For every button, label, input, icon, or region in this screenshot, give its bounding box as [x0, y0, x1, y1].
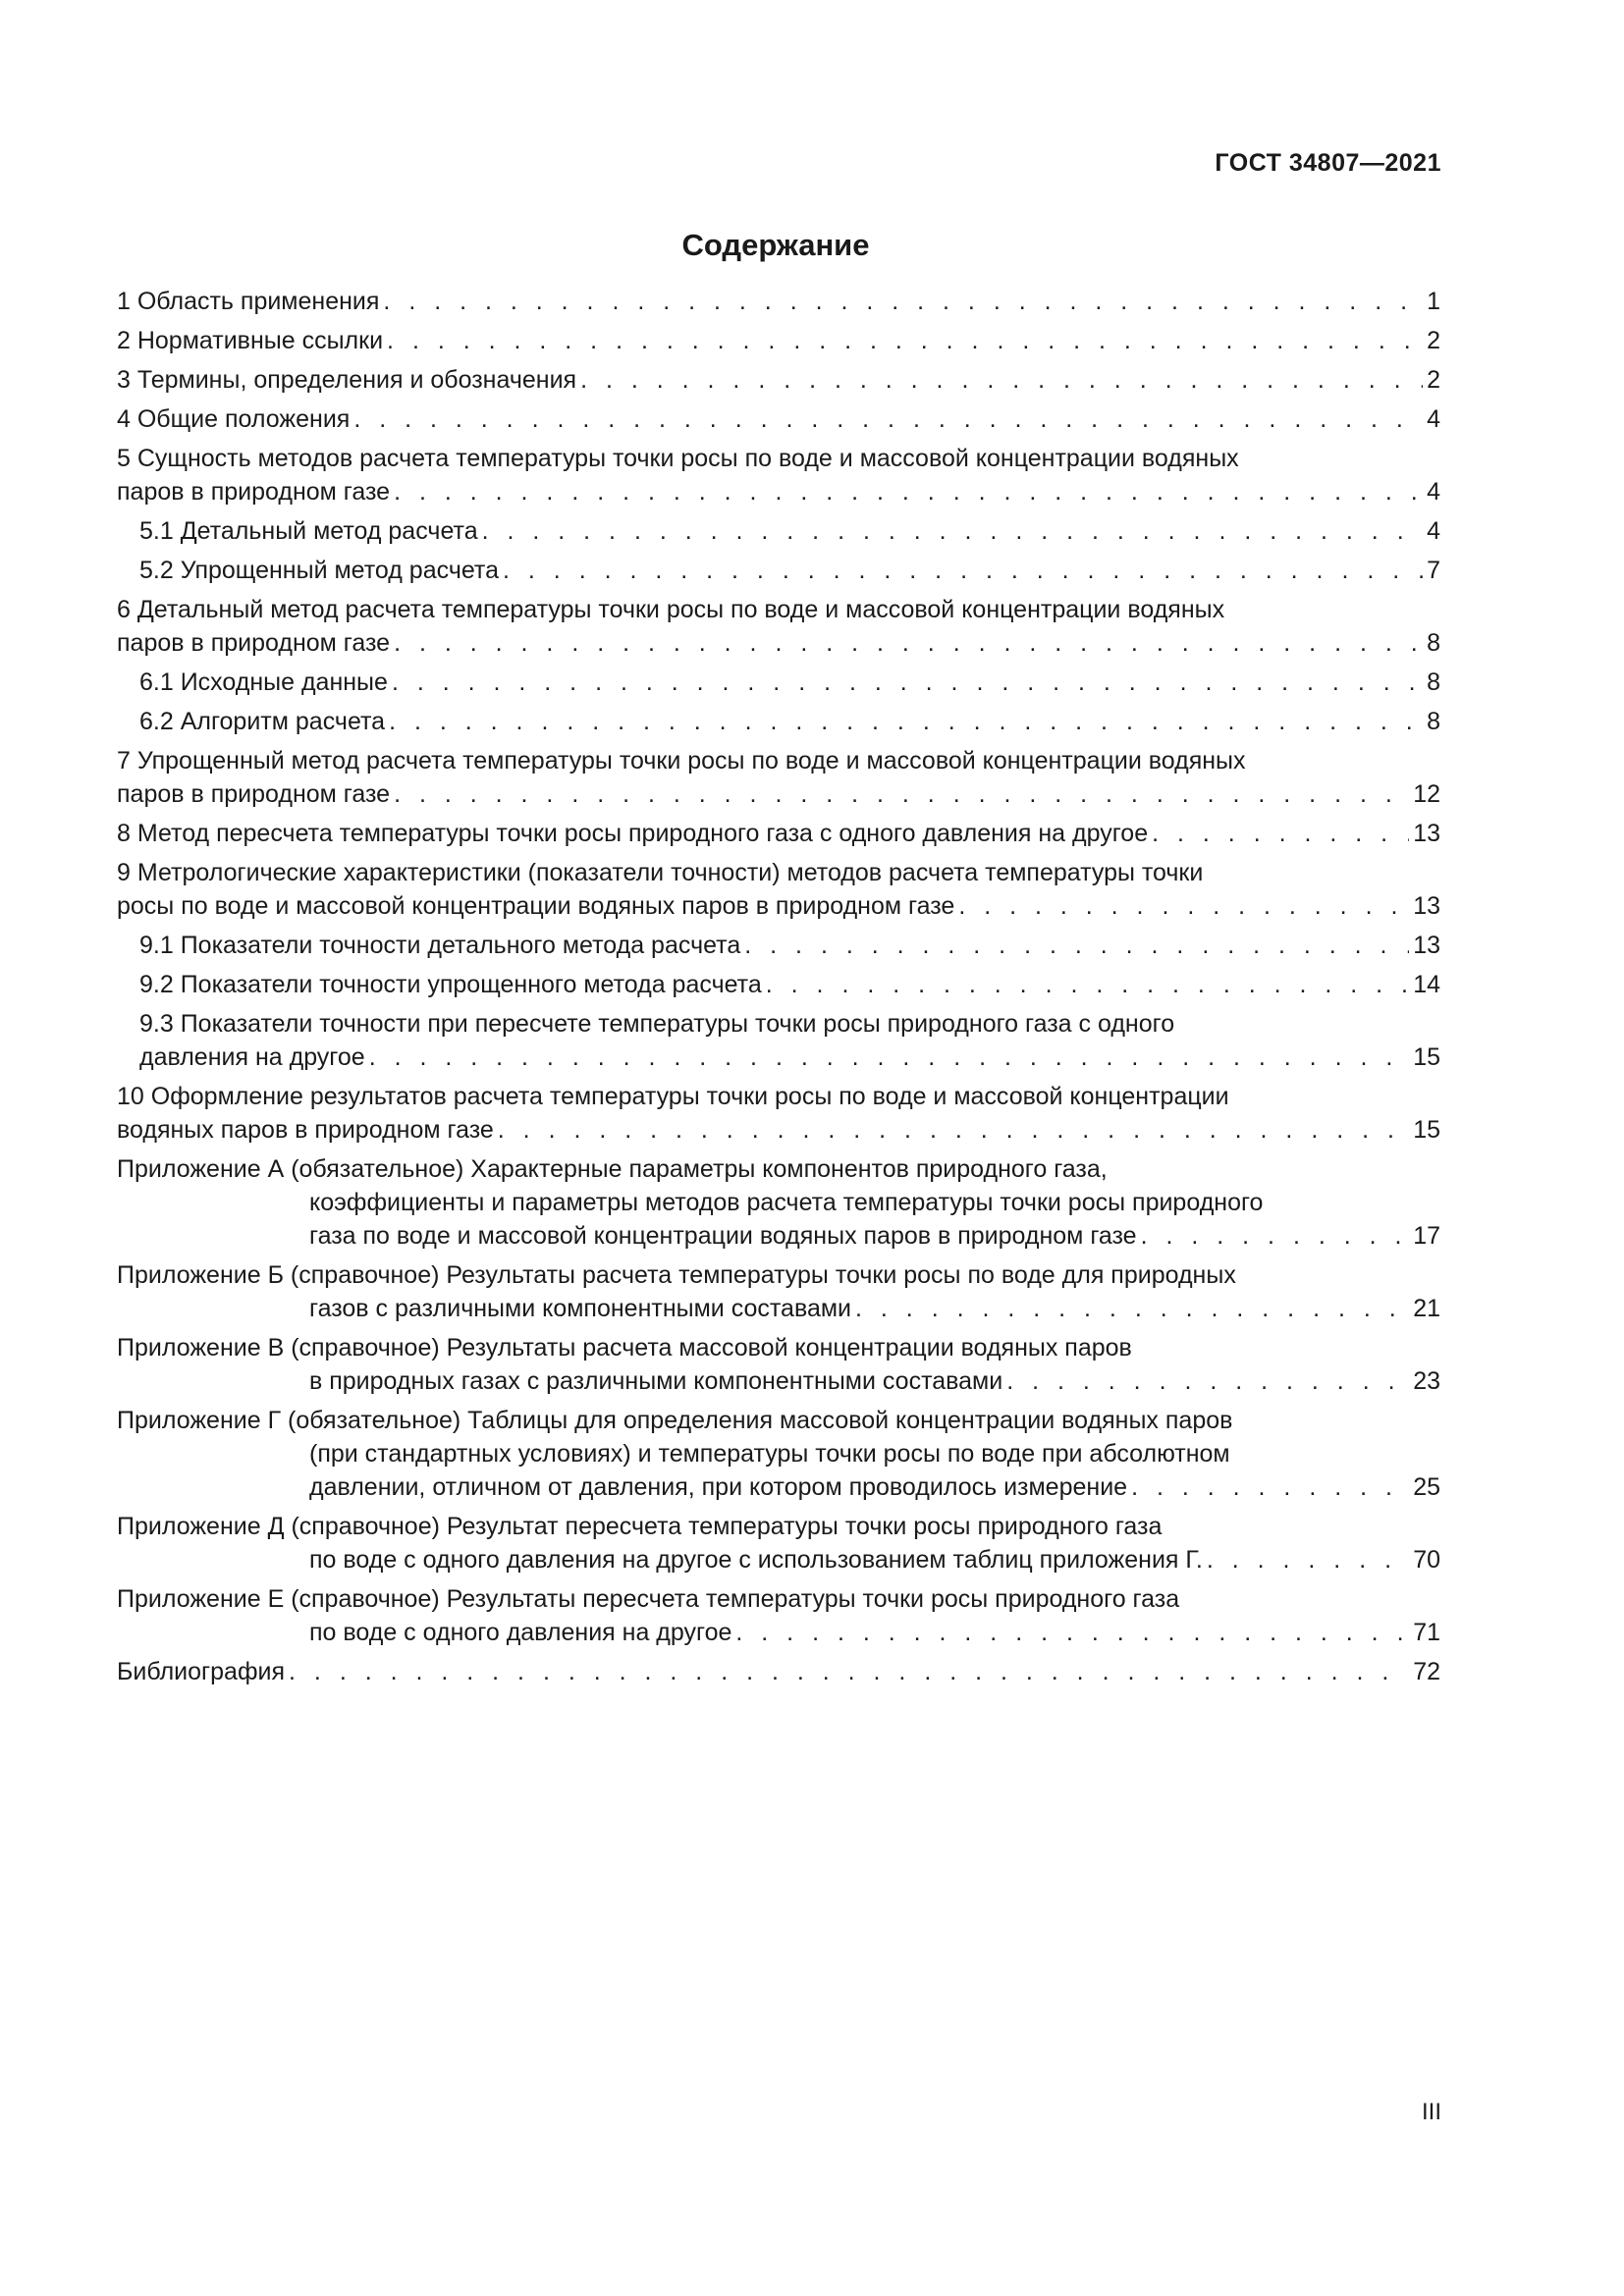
- toc-entry-text: росы по воде и массовой концентрации водяных паров в природном газе: [117, 892, 955, 920]
- toc-entry-text: Приложение А (обязательное) Характерные параметры компонентов природного газа,: [117, 1155, 1108, 1183]
- table-of-contents: [117, 285, 1440, 1694]
- dot-leader: [580, 363, 1423, 397]
- toc-entry[interactable]: [117, 402, 1440, 436]
- toc-entry[interactable]: [117, 1258, 1440, 1325]
- toc-entry[interactable]: [117, 514, 1440, 548]
- dot-leader: [498, 1113, 1409, 1147]
- toc-entry-text: 2 Нормативные ссылки: [117, 327, 384, 354]
- dot-leader: [744, 929, 1409, 962]
- toc-entry-text: коэффициенты и параметры методов расчета температуры точки росы природного: [309, 1189, 1264, 1216]
- toc-entry-text: 9 Метрологические характеристики (показатели точности) методов расчета температуры точки: [117, 859, 1204, 886]
- dot-leader: [394, 777, 1409, 811]
- dot-leader: [387, 324, 1423, 357]
- toc-page-number: 14: [1413, 971, 1440, 998]
- toc-page-number: 4: [1427, 405, 1440, 433]
- dot-leader: [353, 402, 1423, 436]
- toc-entry-text: паров в природном газе: [117, 780, 391, 808]
- toc-entry-text: Приложение Б (справочное) Результаты расчета температуры точки росы по воде для природных: [117, 1261, 1236, 1289]
- toc-page-number: 72: [1413, 1658, 1440, 1685]
- toc-entry[interactable]: [117, 554, 1440, 587]
- toc-entry-text: Приложение Е (справочное) Результаты пересчета температуры точки росы природного газа: [117, 1585, 1180, 1613]
- toc-entry-text: 4 Общие положения: [117, 405, 351, 433]
- toc-entry[interactable]: [117, 856, 1440, 923]
- toc-page-number: 71: [1413, 1619, 1440, 1646]
- toc-page-number: 15: [1413, 1116, 1440, 1144]
- toc-page-number: 13: [1413, 820, 1440, 847]
- toc-entry-text: 1 Область применения: [117, 288, 380, 315]
- toc-entry-text: 8 Метод пересчета температуры точки росы природного газа с одного давления на другое: [117, 820, 1149, 847]
- toc-entry[interactable]: [117, 363, 1440, 397]
- toc-page-number: 13: [1413, 932, 1440, 959]
- toc-entry[interactable]: [117, 285, 1440, 318]
- toc-entry[interactable]: [117, 1404, 1440, 1504]
- toc-page-number: 2: [1427, 327, 1440, 354]
- toc-page-number: 2: [1427, 366, 1440, 394]
- dot-leader: [1131, 1470, 1409, 1504]
- toc-page-number: 7: [1427, 557, 1440, 584]
- dot-leader: [855, 1292, 1409, 1325]
- toc-entry-text: Приложение В (справочное) Результаты расчета массовой концентрации водяных паров: [117, 1334, 1132, 1362]
- dot-leader: [392, 666, 1423, 699]
- toc-page-number: 4: [1427, 517, 1440, 545]
- toc-entry-text: 9.1 Показатели точности детального метода расчета: [139, 932, 741, 959]
- toc-entry-text: Библиография: [117, 1658, 286, 1685]
- toc-entry-text: (при стандартных условиях) и температуры точки росы по воде при абсолютном: [309, 1440, 1230, 1468]
- toc-page-number: 1: [1427, 288, 1440, 315]
- toc-entry-text: 6.2 Алгоритм расчета: [139, 708, 386, 735]
- toc-entry[interactable]: [117, 666, 1440, 699]
- dot-leader: [1207, 1543, 1409, 1576]
- toc-entry-text: 7 Упрощенный метод расчета температуры точки росы по воде и массовой концентрации водяных: [117, 747, 1246, 774]
- toc-entry-text: 10 Оформление результатов расчета температуры точки росы по воде и массовой концентрации: [117, 1083, 1229, 1110]
- toc-entry-text: паров в природном газе: [117, 478, 391, 506]
- toc-entry-text: газов с различными компонентными составами: [309, 1295, 852, 1322]
- dot-leader: [766, 968, 1409, 1001]
- toc-entry-text: 3 Термины, определения и обозначения: [117, 366, 577, 394]
- toc-page-number: 8: [1427, 708, 1440, 735]
- toc-entry[interactable]: [117, 1582, 1440, 1649]
- dot-leader: [383, 285, 1423, 318]
- dot-leader: [1141, 1219, 1410, 1253]
- toc-page-number: 8: [1427, 629, 1440, 657]
- dot-leader: [389, 705, 1423, 738]
- toc-entry-text: 5.2 Упрощенный метод расчета: [139, 557, 500, 584]
- toc-page-number: 17: [1413, 1222, 1440, 1250]
- toc-entry[interactable]: [117, 1655, 1440, 1688]
- standard-number: ГОСТ 34807—2021: [1215, 149, 1441, 177]
- toc-entry-text: 6 Детальный метод расчета температуры точки росы по воде и массовой концентрации водяных: [117, 596, 1225, 623]
- toc-entry[interactable]: [117, 1510, 1440, 1576]
- toc-entry[interactable]: [117, 817, 1440, 850]
- toc-entry[interactable]: [117, 929, 1440, 962]
- toc-page-number: 15: [1413, 1043, 1440, 1071]
- dot-leader: [482, 514, 1424, 548]
- toc-entry-text: Приложение Г (обязательное) Таблицы для определения массовой концентрации водяных паров: [117, 1407, 1233, 1434]
- toc-entry[interactable]: [117, 442, 1440, 508]
- toc-page-number: 25: [1413, 1473, 1440, 1501]
- toc-entry-text: давления на другое: [139, 1043, 365, 1071]
- toc-entry[interactable]: [117, 593, 1440, 660]
- toc-entry-text: 5.1 Детальный метод расчета: [139, 517, 478, 545]
- toc-entry-text: Приложение Д (справочное) Результат пересчета температуры точки росы природного газа: [117, 1513, 1163, 1540]
- toc-entry-text: 5 Сущность методов расчета температуры точки росы по воде и массовой концентрации водяных: [117, 445, 1239, 472]
- toc-entry-text: газа по воде и массовой концентрации водяных паров в природном газе: [309, 1222, 1137, 1250]
- toc-entry-text: давлении, отличном от давления, при котором проводилось измерение: [309, 1473, 1128, 1501]
- toc-page-number: 70: [1413, 1546, 1440, 1574]
- toc-entry[interactable]: [117, 324, 1440, 357]
- dot-leader: [289, 1655, 1409, 1688]
- toc-entry[interactable]: [117, 1331, 1440, 1398]
- toc-entry-text: 6.1 Исходные данные: [139, 668, 388, 696]
- dot-leader: [958, 889, 1409, 923]
- toc-entry[interactable]: [117, 968, 1440, 1001]
- toc-page-number: 13: [1413, 892, 1440, 920]
- page-title: Содержание: [681, 228, 870, 262]
- toc-page-number: 21: [1413, 1295, 1440, 1322]
- toc-entry[interactable]: [117, 1007, 1440, 1074]
- toc-entry-text: водяных паров в природном газе: [117, 1116, 494, 1144]
- toc-entry-text: в природных газах с различными компонентными составами: [309, 1367, 1003, 1395]
- toc-entry-text: паров в природном газе: [117, 629, 391, 657]
- toc-entry-text: по воде с одного давления на другое: [309, 1619, 732, 1646]
- toc-page-number: 4: [1427, 478, 1440, 506]
- dot-leader: [1152, 817, 1409, 850]
- dot-leader: [503, 554, 1423, 587]
- toc-entry-text: 9.2 Показатели точности упрощенного метода расчета: [139, 971, 762, 998]
- toc-entry[interactable]: [117, 1152, 1440, 1253]
- dot-leader: [735, 1616, 1409, 1649]
- dot-leader: [1006, 1364, 1409, 1398]
- toc-entry-text: по воде с одного давления на другое с использованием таблиц приложения Г.: [309, 1546, 1203, 1574]
- toc-entry[interactable]: [117, 1080, 1440, 1147]
- dot-leader: [369, 1041, 1410, 1074]
- dot-leader: [394, 626, 1423, 660]
- toc-entry[interactable]: [117, 744, 1440, 811]
- toc-page-number: 8: [1427, 668, 1440, 696]
- page-number: III: [1421, 2099, 1441, 2125]
- toc-page-number: 23: [1413, 1367, 1440, 1395]
- toc-entry-text: 9.3 Показатели точности при пересчете температуры точки росы природного газа с одного: [139, 1010, 1175, 1038]
- toc-entry[interactable]: [117, 705, 1440, 738]
- toc-page-number: 12: [1413, 780, 1440, 808]
- dot-leader: [394, 475, 1423, 508]
